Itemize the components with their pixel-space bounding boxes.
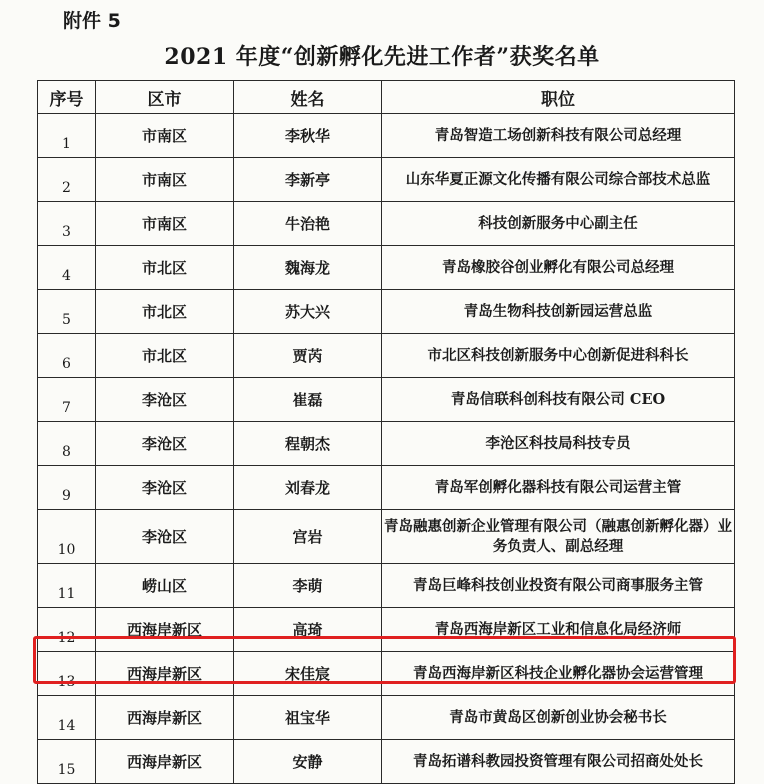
table-row [38, 422, 735, 466]
table-row [38, 290, 735, 334]
cell-position: 青岛市黄岛区创新创业协会秘书长 [382, 696, 735, 740]
cell-name: 高琦 [234, 608, 382, 652]
cell-name: 魏海龙 [234, 246, 382, 290]
cell-position: 青岛生物科技创新园运营总监 [382, 290, 735, 334]
cell-no: 12 [38, 608, 96, 652]
cell-district: 西海岸新区 [96, 652, 234, 696]
cell-position: 青岛西海岸新区科技企业孵化器协会运营管理 [382, 652, 735, 696]
cell-position: 市北区科技创新服务中心创新促进科科长 [382, 334, 735, 378]
cell-district: 市南区 [96, 202, 234, 246]
cell-district: 西海岸新区 [96, 696, 234, 740]
cell-name: 宋佳宸 [234, 652, 382, 696]
cell-district: 西海岸新区 [96, 740, 234, 784]
table-row [38, 696, 735, 740]
cell-name: 祖宝华 [234, 696, 382, 740]
cell-district: 李沧区 [96, 466, 234, 510]
cell-no: 3 [38, 202, 96, 246]
cell-no: 14 [38, 696, 96, 740]
cell-district: 市北区 [96, 246, 234, 290]
cell-position: 青岛信联科创科技有限公司 CEO [382, 378, 735, 422]
cell-position: 青岛西海岸新区工业和信息化局经济师 [382, 608, 735, 652]
cell-position: 青岛巨峰科技创业投资有限公司商事服务主管 [382, 564, 735, 608]
table-row [38, 334, 735, 378]
cell-no: 11 [38, 564, 96, 608]
cell-name: 李新亭 [234, 158, 382, 202]
cell-position: 科技创新服务中心副主任 [382, 202, 735, 246]
cell-name: 程朝杰 [234, 422, 382, 466]
table-row [38, 466, 735, 510]
cell-no: 15 [38, 740, 96, 784]
cell-district: 李沧区 [96, 510, 234, 564]
cell-position: 青岛智造工场创新科技有限公司总经理 [382, 114, 735, 158]
cell-district: 崂山区 [96, 564, 234, 608]
cell-position: 青岛橡胶谷创业孵化有限公司总经理 [382, 246, 735, 290]
cell-district: 市北区 [96, 334, 234, 378]
attachment-label: 附件 5 [63, 10, 121, 32]
table-row [38, 510, 735, 564]
table-row [38, 114, 735, 158]
cell-district: 李沧区 [96, 378, 234, 422]
cell-district: 李沧区 [96, 422, 234, 466]
header-district: 区市 [96, 81, 234, 114]
cell-name: 贾芮 [234, 334, 382, 378]
table-row [38, 246, 735, 290]
cell-no: 10 [38, 510, 96, 564]
cell-position: 青岛军创孵化器科技有限公司运营主管 [382, 466, 735, 510]
cell-name: 刘春龙 [234, 466, 382, 510]
cell-no: 6 [38, 334, 96, 378]
table-body [38, 114, 735, 784]
cell-no: 13 [38, 652, 96, 696]
cell-name: 牛治艳 [234, 202, 382, 246]
cell-name: 宫岩 [234, 510, 382, 564]
cell-position: 山东华夏正源文化传播有限公司综合部技术总监 [382, 158, 735, 202]
cell-name: 安静 [234, 740, 382, 784]
header-position: 职位 [382, 81, 735, 114]
table-row [38, 652, 735, 696]
table-row [38, 608, 735, 652]
table-row [38, 378, 735, 422]
cell-no: 9 [38, 466, 96, 510]
table-row [38, 158, 735, 202]
cell-no: 5 [38, 290, 96, 334]
awardee-table [37, 80, 735, 784]
cell-name: 李萌 [234, 564, 382, 608]
cell-district: 市南区 [96, 158, 234, 202]
cell-no: 7 [38, 378, 96, 422]
cell-no: 8 [38, 422, 96, 466]
page-title: 2021 年度“创新孵化先进工作者”获奖名单 [164, 44, 600, 70]
cell-district: 市南区 [96, 114, 234, 158]
header-name: 姓名 [234, 81, 382, 114]
cell-name: 苏大兴 [234, 290, 382, 334]
table-row [38, 564, 735, 608]
cell-name: 崔磊 [234, 378, 382, 422]
header-no: 序号 [38, 81, 96, 114]
cell-position: 青岛融惠创新企业管理有限公司（融惠创新孵化器）业务负责人、副总经理 [382, 510, 735, 564]
cell-no: 4 [38, 246, 96, 290]
table-row [38, 740, 735, 784]
table-row [38, 202, 735, 246]
cell-no: 2 [38, 158, 96, 202]
cell-district: 市北区 [96, 290, 234, 334]
cell-position: 李沧区科技局科技专员 [382, 422, 735, 466]
table-header-row [38, 81, 735, 114]
cell-position: 青岛拓谱科教园投资管理有限公司招商处处长 [382, 740, 735, 784]
cell-name: 李秋华 [234, 114, 382, 158]
cell-district: 西海岸新区 [96, 608, 234, 652]
cell-no: 1 [38, 114, 96, 158]
